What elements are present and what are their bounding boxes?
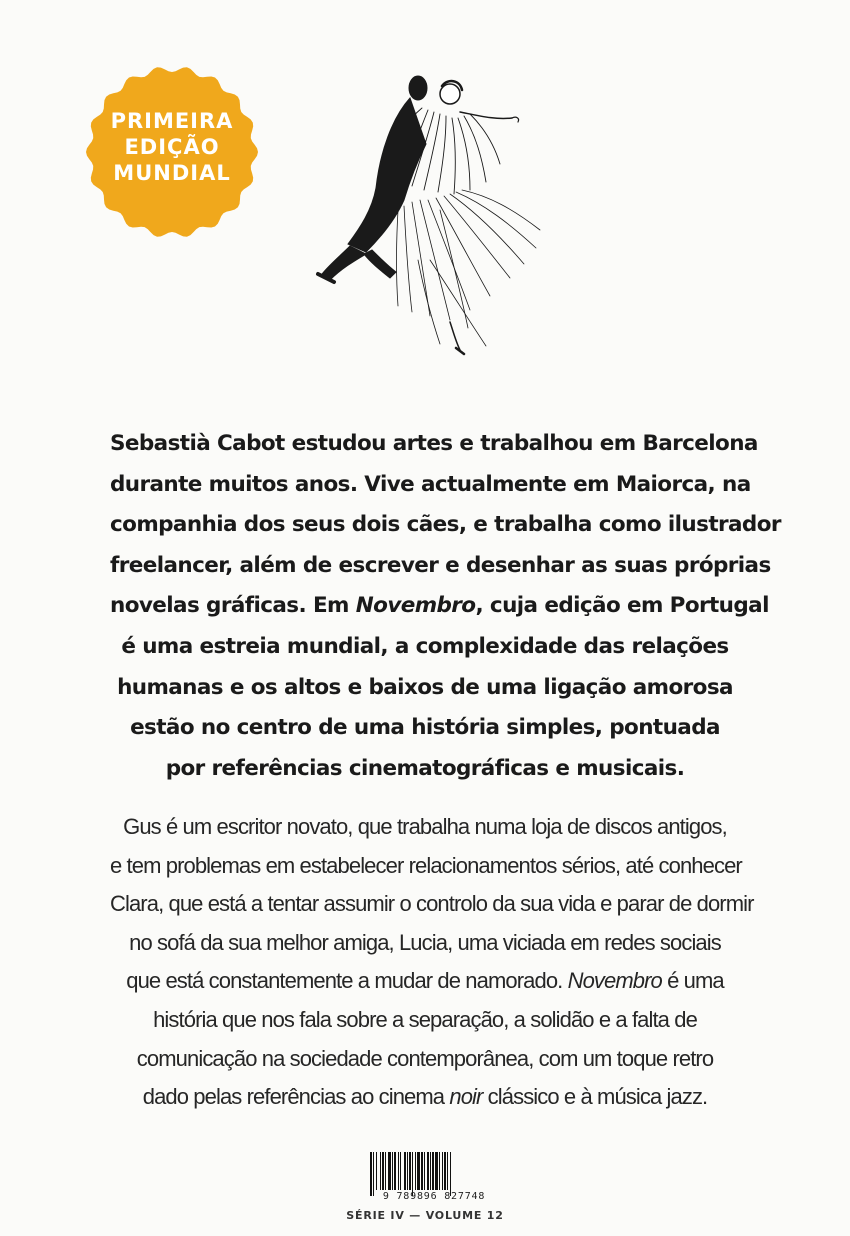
series-volume-label: SÉRIE IV — VOLUME 12: [346, 1209, 504, 1222]
barcode-bar: [373, 1152, 374, 1196]
barcode-bar: [447, 1152, 448, 1190]
bio-line: companhia dos seus dois cães, e trabalha como ilustrador: [110, 512, 781, 538]
barcode-bar: [400, 1152, 401, 1190]
synopsis-text: clássico e à música jazz.: [482, 1084, 708, 1110]
barcode-bar: [417, 1152, 420, 1190]
barcode-bar: [424, 1152, 425, 1190]
synopsis-text: que está constantemente a mudar de namorado.: [126, 968, 568, 994]
barcode-bar: [442, 1152, 443, 1190]
barcode-bar: [409, 1152, 411, 1190]
barcode-bar: [388, 1152, 391, 1190]
barcode-bar: [415, 1152, 416, 1190]
bio-line: humanas e os altos e baixos de uma ligação amorosa: [117, 674, 733, 700]
dancing-couple-illustration: [300, 60, 560, 360]
synopsis-line: comunicação na sociedade contemporânea, com um toque retro: [136, 1045, 714, 1071]
synopsis-line: história que nos fala sobre a separação, a solidão e a falta de: [153, 1006, 697, 1032]
bio-text: , cuja edição em Portugal: [475, 593, 769, 619]
barcode-bar: [398, 1152, 399, 1190]
bio-line: [110, 586, 769, 627]
synopsis-paragraph: [110, 808, 754, 1117]
author-bio-paragraph: [110, 424, 781, 789]
synopsis-line: [110, 1078, 740, 1117]
seal-line-2: EDIÇÃO: [124, 135, 220, 159]
barcode-bar: [382, 1152, 384, 1190]
synopsis-line: [110, 962, 740, 1001]
barcode-bar: [421, 1152, 423, 1190]
barcode-bar: [412, 1152, 413, 1196]
bio-line: freelancer, além de escrever e desenhar as suas próprias: [110, 552, 771, 578]
barcode-bar: [385, 1152, 386, 1190]
bio-text: novelas gráficas. Em: [110, 593, 356, 619]
barcode-bar: [380, 1152, 381, 1190]
barcode-bar: [430, 1152, 431, 1190]
bio-line: é uma estreia mundial, a complexidade das relações: [121, 633, 729, 659]
barcode-bar: [394, 1152, 396, 1190]
barcode-bar: [450, 1152, 451, 1196]
barcode-bar: [404, 1152, 406, 1190]
seal-line-1: PRIMEIRA: [110, 109, 234, 133]
barcode-bar: [370, 1152, 372, 1196]
bio-line: por referências cinematográficas e musicais.: [165, 755, 685, 781]
bio-line: durante muitos anos. Vive actualmente em Maiorca, na: [110, 471, 751, 497]
genre-term: noir: [449, 1084, 483, 1110]
synopsis-text: dado pelas referências ao cinema: [142, 1084, 450, 1110]
book-title: Novembro: [355, 593, 476, 619]
barcode-bar: [432, 1152, 434, 1190]
barcode-bar: [407, 1152, 408, 1190]
barcode-bar: [427, 1152, 429, 1190]
book-title: Novembro: [567, 968, 662, 994]
synopsis-text: é uma: [661, 968, 724, 994]
barcode-bar: [376, 1152, 377, 1190]
barcode-bar: [392, 1152, 393, 1190]
bio-line: estão no centro de uma história simples, pontuada: [130, 715, 720, 741]
synopsis-line: Gus é um escritor novato, que trabalha numa loja de discos antigos,: [123, 814, 727, 839]
barcode-bar: [439, 1152, 440, 1190]
seal-line-3: MUNDIAL: [113, 161, 231, 185]
first-world-edition-seal: [84, 64, 260, 240]
barcode-bar: [444, 1152, 446, 1190]
synopsis-line: no sofá da sua melhor amiga, Lucia, uma viciada em redes sociais: [129, 929, 721, 955]
isbn-digits: 9 789896 827748: [382, 1191, 486, 1202]
barcode-bar: [435, 1152, 438, 1190]
synopsis-line: e tem problemas em estabelecer relacionamentos sérios, até conhecer: [110, 852, 742, 878]
synopsis-line: Clara, que está a tentar assumir o controlo da sua vida e parar de dormir: [110, 891, 754, 917]
bio-line: Sebastià Cabot estudou artes e trabalhou em Barcelona: [110, 431, 758, 456]
